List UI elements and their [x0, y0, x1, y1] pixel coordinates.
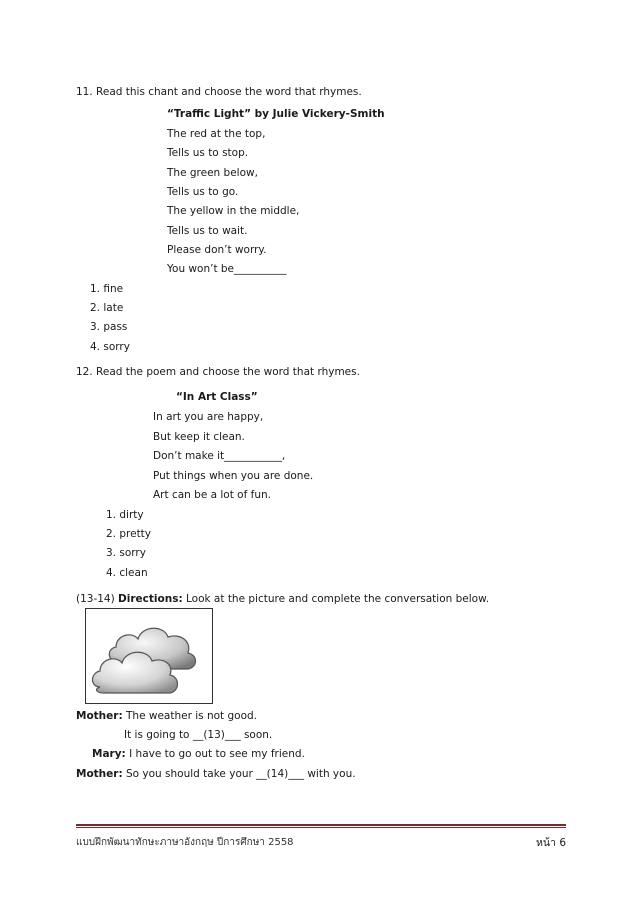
q12-line: In art you are happy,: [153, 411, 264, 423]
q11-line: The yellow in the middle,: [167, 205, 300, 217]
dialogue-line-1: [76, 709, 257, 723]
directions-text: Look at the picture and complete the conversation below.: [182, 593, 490, 605]
q12-poem-title: “In Art Class”: [176, 391, 258, 403]
q11-line: Tells us to wait.: [167, 225, 248, 237]
page-number: หน้า 6: [535, 837, 566, 849]
weather-picture: [85, 608, 213, 704]
q11-line: Please don’t worry.: [167, 244, 267, 256]
q11-option: 3. pass: [90, 321, 128, 333]
dialogue-text: It is going to __(13)___ soon.: [124, 729, 273, 741]
q11-line: The green below,: [167, 167, 258, 179]
dialogue-line-3: [92, 747, 305, 761]
q12-prompt: 12. Read the poem and choose the word that rhymes.: [76, 366, 360, 378]
q12-line: Put things when you are done.: [153, 470, 314, 482]
q11-option: 1. fine: [90, 283, 124, 295]
q11-line: Tells us to stop.: [167, 147, 249, 159]
dialogue-text: I have to go out to see my friend.: [125, 748, 305, 760]
q11-line: You won’t be__________: [167, 263, 287, 275]
speaker-mary: Mary:: [92, 748, 126, 760]
footer-rule: [76, 827, 566, 828]
q11-option: 4. sorry: [90, 341, 130, 353]
q12-option: 2. pretty: [106, 528, 152, 540]
speaker-mother: Mother:: [76, 710, 123, 722]
q13-14-range: (13-14): [76, 593, 119, 605]
q12-line: Don’t make it___________,: [153, 450, 286, 462]
speaker-mother: Mother:: [76, 768, 123, 780]
q12-option: 3. sorry: [106, 547, 146, 559]
q12-line: Art can be a lot of fun.: [153, 489, 271, 501]
q12-option: 4. clean: [106, 567, 148, 579]
dialogue-text: So you should take your __(14)___ with you.: [122, 768, 356, 780]
q11-prompt: 11. Read this chant and choose the word that rhymes.: [76, 86, 362, 98]
dialogue-line-4: [76, 767, 356, 781]
footer-title: แบบฝึกพัฒนาทักษะภาษาอังกฤษ ปีการศึกษา 2558: [76, 837, 294, 848]
q11-line: The red at the top,: [167, 128, 266, 140]
q12-line: But keep it clean.: [153, 431, 245, 443]
directions-label: Directions:: [118, 593, 183, 605]
footer-rule: [76, 824, 566, 826]
dialogue-line-2: [124, 728, 272, 742]
q12-option: 1. dirty: [106, 509, 144, 521]
q11-chant-title: “Traffic Light” by Julie Vickery-Smith: [167, 108, 385, 120]
q13-14-directions: [76, 592, 489, 606]
dialogue-text: The weather is not good.: [122, 710, 258, 722]
cloud-icon: [86, 609, 212, 703]
q11-line: Tells us to go.: [167, 186, 239, 198]
q11-option: 2. late: [90, 302, 124, 314]
